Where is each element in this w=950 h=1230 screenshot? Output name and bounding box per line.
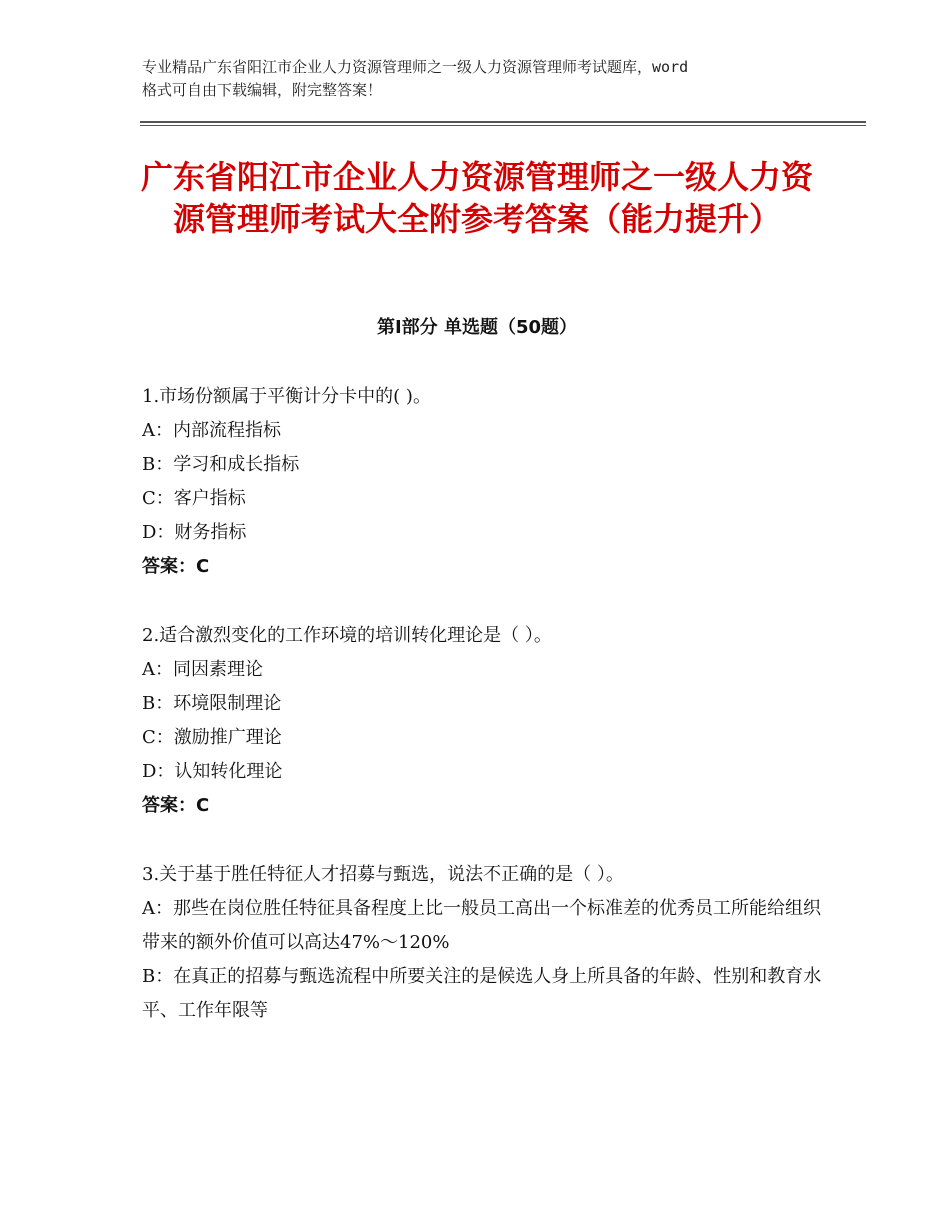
option-b: B：环境限制理论 [142,693,282,714]
option-a: A：内部流程指标 [142,420,281,441]
header-note [142,56,822,102]
answer: 答案：C [142,556,210,577]
header-divider-thick [140,121,866,123]
question-stem: 3.关于基于胜任特征人才招募与甄选，说法不正确的是（ ）。 [142,864,624,885]
option-d: D：财务指标 [142,522,247,543]
option-b: B：学习和成长指标 [142,454,300,475]
header-note-line1: 专业精品广东省阳江市企业人力资源管理师之一级人力资源管理师考试题库，word [142,58,689,76]
question-stem: 2.适合激烈变化的工作环境的培训转化理论是（ ）。 [142,625,552,646]
question-3 [142,858,822,1028]
question-1 [142,380,822,584]
option-c: C：客户指标 [142,488,246,509]
option-a: A：那些在岗位胜任特征具备程度上比一般员工高出一个标准差的优秀员工所能给组织带来的额外价值可以高达47%～120% [142,898,821,953]
option-d: D：认知转化理论 [142,761,283,782]
header-divider-thin [140,125,866,126]
question-stem: 1.市场份额属于平衡计分卡中的( )。 [142,386,431,407]
document-title: 广东省阳江市企业人力资源管理师之一级人力资源管理师考试大全附参考答案（能力提升） [140,158,813,238]
option-a: A：同因素理论 [142,659,263,680]
header-note-line2: 格式可自由下载编辑，附完整答案！ [142,81,383,99]
option-b: B：在真正的招募与甄选流程中所要关注的是候选人身上所具备的年龄、性别和教育水平、工作年限等 [142,966,822,1021]
section-title: 第Ⅰ部分 单选题（50题） [376,317,577,338]
answer: 答案：C [142,795,210,816]
question-2 [142,619,822,823]
option-c: C：激励推广理论 [142,727,282,748]
